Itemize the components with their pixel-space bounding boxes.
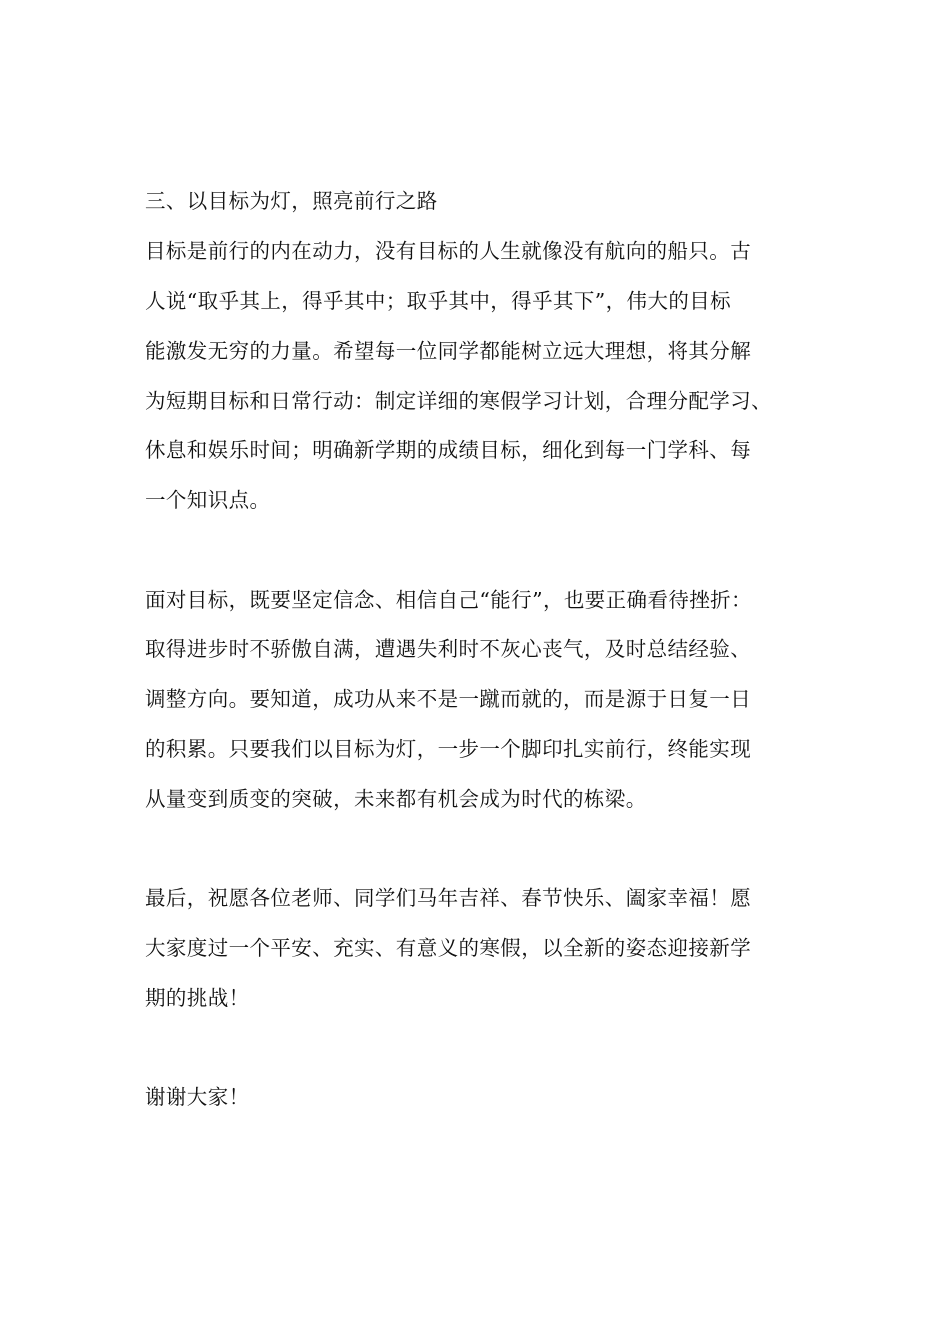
section-heading: 三、以目标为灯，照亮前行之路	[145, 189, 438, 213]
paragraph-line: 休息和娱乐时间；明确新学期的成绩目标，细化到每一门学科、每	[145, 438, 752, 462]
paragraph-line: 为短期目标和日常行动：制定详细的寒假学习计划，合理分配学习、	[145, 389, 772, 413]
paragraph-line: 期的挑战！	[145, 986, 250, 1010]
paragraph-line: 面对目标，既要坚定信念、相信自己“能行”，也要正确看待挫折：	[145, 588, 752, 612]
paragraph-line: 的积累。只要我们以目标为灯，一步一个脚印扎实前行，终能实现	[145, 737, 752, 761]
paragraph-line: 能激发无穷的力量。希望每一位同学都能树立远大理想，将其分解	[145, 339, 752, 363]
paragraph-line: 从量变到质变的突破，未来都有机会成为时代的栋梁。	[145, 787, 647, 811]
paragraph-line: 最后，祝愿各位老师、同学们马年吉祥、春节快乐、阖家幸福！愿	[145, 886, 752, 910]
paragraph-line: 一个知识点。	[145, 488, 271, 512]
paragraph-line: 目标是前行的内在动力，没有目标的人生就像没有航向的船只。古	[145, 239, 752, 263]
closing-thanks: 谢谢大家！	[145, 1085, 250, 1109]
paragraph-line: 取得进步时不骄傲自满，遭遇失利时不灰心丧气，及时总结经验、	[145, 637, 752, 661]
paragraph-line: 大家度过一个平安、充实、有意义的寒假，以全新的姿态迎接新学	[145, 936, 752, 960]
paragraph-line: 人说“取乎其上，得乎其中；取乎其中，得乎其下”，伟大的目标	[145, 289, 732, 313]
paragraph-line: 调整方向。要知道，成功从来不是一蹴而就的，而是源于日复一日	[145, 687, 752, 711]
